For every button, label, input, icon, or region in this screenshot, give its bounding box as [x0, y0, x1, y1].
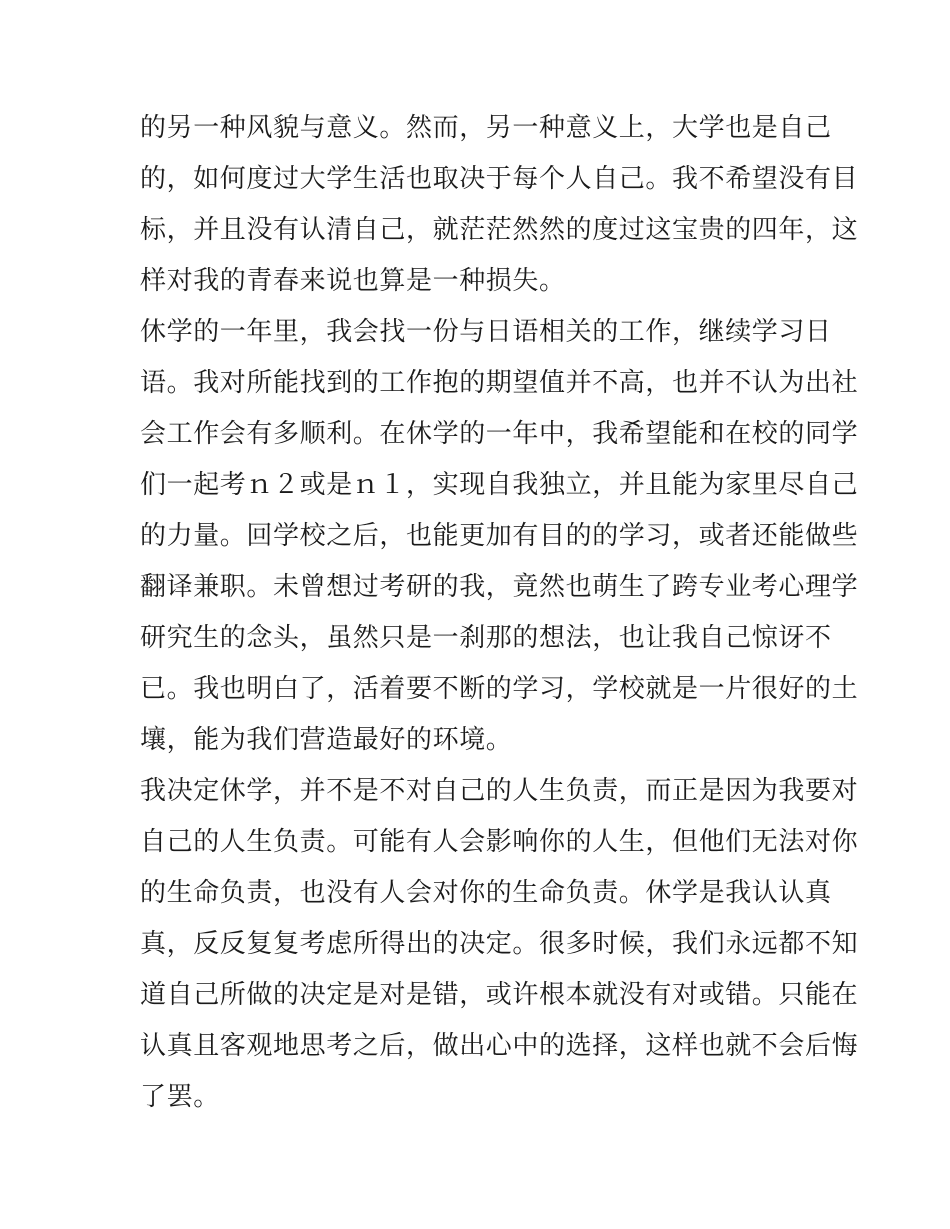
text-line: 样对我的青春来说也算是一种损失。 [140, 266, 566, 296]
text-line: 认真且客观地思考之后，做出心中的选择，这样也就不会后悔 [140, 1031, 859, 1061]
text-line: 的另一种风貌与意义。然而，另一种意义上，大学也是自己 [140, 113, 832, 143]
text-line: 我决定休学，并不是不对自己的人生负责，而正是因为我要对 [140, 776, 859, 806]
text-line: 翻译兼职。未曾想过考研的我，竟然也萌生了跨专业考心理学 [140, 572, 859, 602]
text-line: 道自己所做的决定是对是错，或许根本就没有对或错。只能在 [140, 980, 859, 1010]
text-line: 已。我也明白了，活着要不断的学习，学校就是一片很好的土 [140, 674, 859, 704]
text-line: 的力量。回学校之后，也能更加有目的的学习，或者还能做些 [140, 521, 859, 551]
text-line: 标，并且没有认清自己，就茫茫然然的度过这宝贵的四年，这 [140, 215, 859, 245]
text-line: 了罢。 [140, 1082, 220, 1112]
text-line: 真，反反复复考虑所得出的决定。很多时候，我们永远都不知 [140, 929, 859, 959]
text-line: 语。我对所能找到的工作抱的期望值并不高，也并不认为出社 [140, 368, 859, 398]
text-line: 的，如何度过大学生活也取决于每个人自己。我不希望没有目 [140, 164, 859, 194]
text-line: 研究生的念头，虽然只是一刹那的想法，也让我自己惊讶不 [140, 623, 832, 653]
text-line: 会工作会有多顺利。在休学的一年中，我希望能和在校的同学 [140, 419, 859, 449]
text-line: 的生命负责，也没有人会对你的生命负责。休学是我认认真 [140, 878, 832, 908]
text-line: 壤，能为我们营造最好的环境。 [140, 725, 513, 755]
text-line: 们一起考ｎ２或是ｎ１，实现自我独立，并且能为家里尽自己 [140, 470, 859, 500]
text-line: 自己的人生负责。可能有人会影响你的人生，但他们无法对你 [140, 827, 859, 857]
text-line: 休学的一年里，我会找一份与日语相关的工作，继续学习日 [140, 317, 832, 347]
